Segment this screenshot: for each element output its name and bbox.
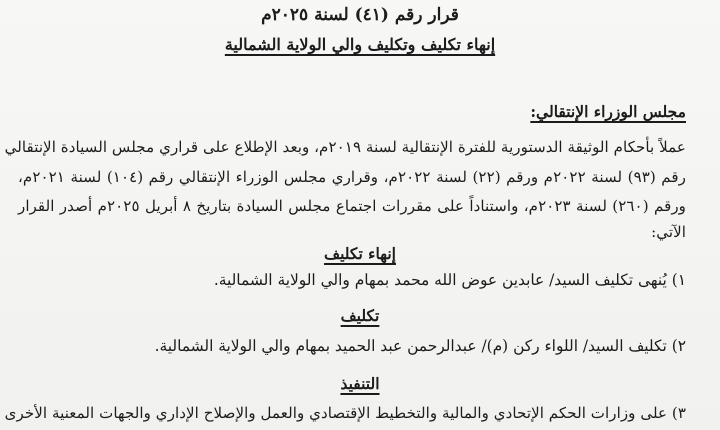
- decision-number: قرار رقم (٤١) لسنة ٢٠٢٥م: [261, 5, 459, 25]
- assignment-item: ٢) تكليف السيد/ اللواء ركن (م)/ عبدالرحمن عبد الحميد بمهام والي الولاية الشمالية.: [154, 337, 686, 355]
- implementation-item: ٣) على وزارات الحكم الإتحادي والمالية والتخطيط الإقتصادي والعمل والإصلاح الإداري والجهات المعنية الأخرى: [4, 404, 686, 422]
- termination-item: ١) يُنهى تكليف السيد/ عابدين عوض الله محمد بمهام والي الولاية الشمالية.: [213, 271, 686, 289]
- decision-subject: إنهاء تكليف وتكليف والي الولاية الشمالية: [224, 35, 496, 54]
- implementation-heading: التنفيذ: [340, 374, 380, 393]
- preamble-line-2: رقم (٩٣) لسنة ٢٠٢٢م ورقم (٢٢) لسنة ٢٠٢٢م، وقراري مجلس الوزراء الإنتقالي رقم (١٠٤) لسنة ٢٠٢١م،: [18, 168, 687, 186]
- assignment-heading: تكليف: [340, 306, 380, 325]
- termination-heading: إنهاء تكليف: [324, 244, 396, 263]
- issuer-heading: مجلس الوزراء الإنتقالي:: [530, 102, 686, 121]
- preamble-line-3: ورقم (٢٦٠) لسنة ٢٠٢٣م، واستناداً على مقررات اجتماع مجلس السيادة بتاريخ ٨ أبريل ٢٠٢٥م أصدر القرار: [18, 197, 687, 215]
- preamble-line-4: الآتي:: [651, 223, 686, 241]
- preamble-line-1: عملاً بأحكام الوثيقة الدستورية للفترة الإنتقالية لسنة ٢٠١٩م، وبعد الإطلاع على قراري مجلس السيادة الإنتقالي: [4, 138, 686, 156]
